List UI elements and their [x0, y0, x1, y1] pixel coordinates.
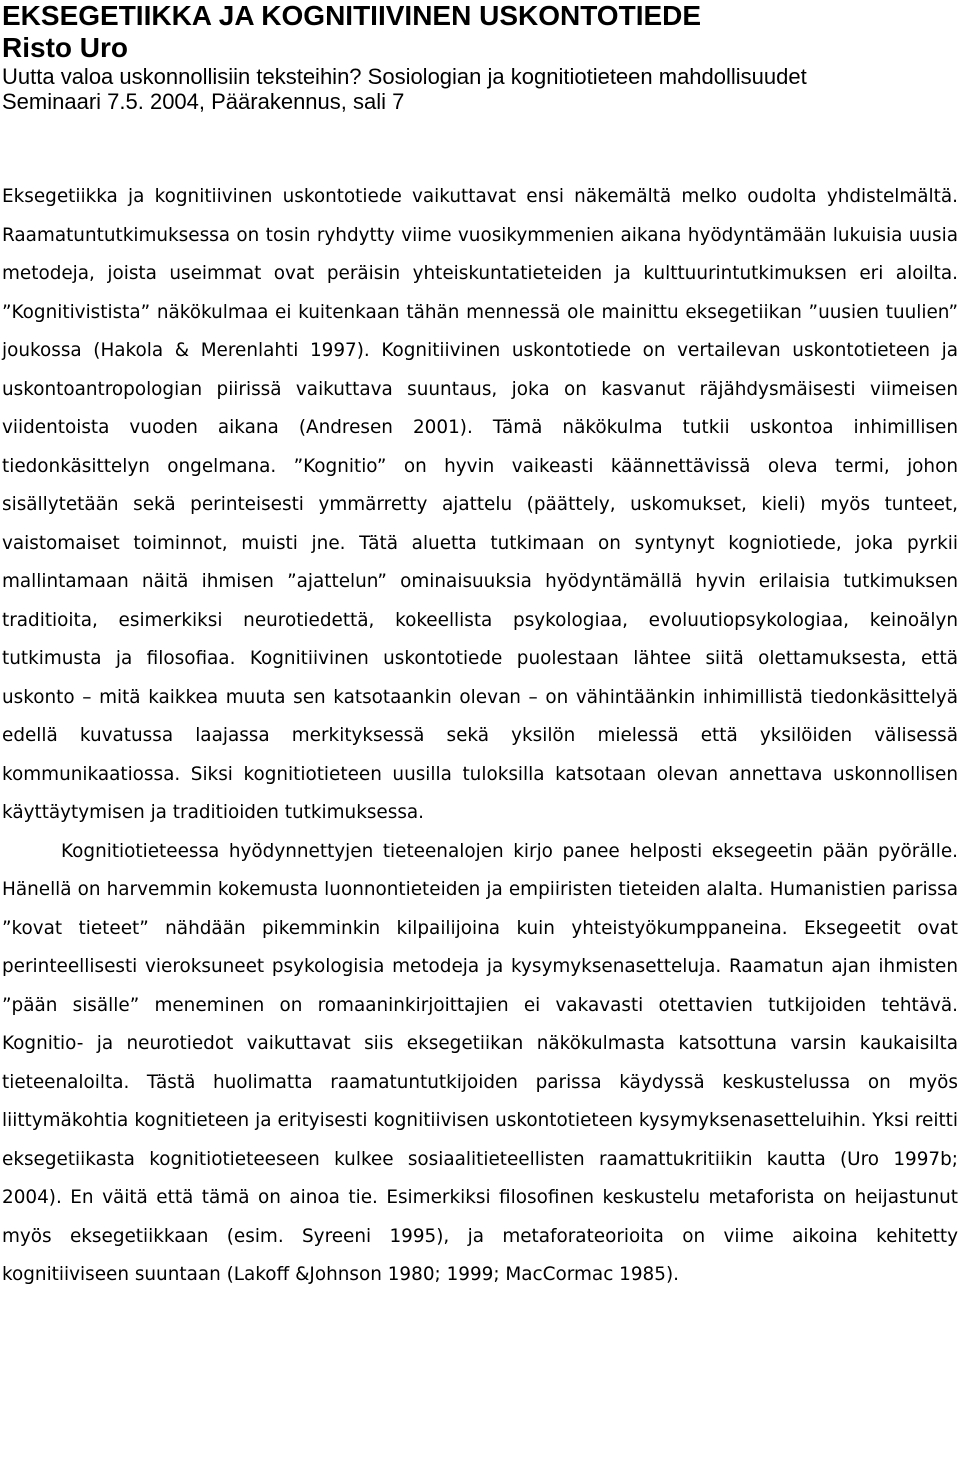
- seminar-subtitle: Uutta valoa uskonnollisiin teksteihin? Sosiologian ja kognitiotieteen mahdollisuudet: [2, 64, 807, 89]
- seminar-date-location: Seminaari 7.5. 2004, Päärakennus, sali 7: [2, 89, 405, 114]
- author-name: Risto Uro: [2, 32, 128, 63]
- body-paragraph-1: Eksegetiikka ja kognitiivinen uskontotiede vaikuttavat ensi näkemältä melko oudolta yhdistelmältä. Raamatuntutkimuksessa on tosin ryhdytty viime vuosikymmenien aikana hyödyntämään lukuisia uusia metodeja, joista useimmat ovat peräisin yhteiskuntatieteiden ja kulttuurintutkimuksen eri aloilta. ”Kognitivistista” näkökulmaa ei kuitenkaan tähän mennessä ole mainittu eksegetiikan ”uusien tuulien” joukossa (Hakola & Merenlahti 1997). Kognitiivinen uskontotiede on vertailevan uskontotieteen ja uskontoantropologian piirissä vaikuttava suuntaus, joka on kasvanut räjähdysmäisesti viimeisen viidentoista vuoden aikana (Andresen 2001). Tämä näkökulma tutkii uskontoa inhimillisen tiedonkäsittelyn ongelmana. ”Kognitio” on hyvin vaikeasti käännettävissä oleva termi, johon sisällytetään sekä perinteisesti ymmärretty ajattelu (päättely, uskomukset, kieli) myös tunteet, vaistomaiset toiminnot, muisti jne. Tätä aluetta tutkimaan on syntynyt kogniotiede, joka pyrkii mallintamaan näitä ihmisen ”ajattelun” ominaisuuksia hyödyntämällä hyvin erilaisia tutkimuksen traditioita, esimerkiksi neurotiedettä, kokeellista psykologiaa, evoluutiopsykologiaa, keinoälyn tutkimusta ja filosofiaa. Kognitiivinen uskontotiede puolestaan lähtee siitä olettamuksesta, että uskonto – mitä kaikkea muuta sen katsotaankin olevan – on vähintäänkin inhimillistä tiedonkäsittelyä edellä kuvatussa laajassa merkityksessä sekä yksilön mielessä että yksilöiden välisessä kommunikaatiossa. Siksi kognitiotieteen uusilla tuloksilla katsotaan olevan annettava uskonnollisen käyttäytymisen ja traditioiden tutkimuksessa.: [2, 186, 958, 823]
- document-title: EKSEGETIIKKA JA KOGNITIIVINEN USKONTOTIEDE: [2, 0, 702, 31]
- body-paragraph-2: Kognitiotieteessa hyödynnettyjen tieteenalojen kirjo panee helposti eksegeetin pään pyörälle. Hänellä on harvemmin kokemusta luonnontieteiden ja empiiristen tieteiden alalta. Humanistien parissa ”kovat tieteet” nähdään pikemminkin kilpailijoina kuin yhteistyökumppaneina. Eksegeetit ovat perinteellisesti vieroksuneet psykologisia metodeja ja kysymyksenasetteluja. Raamatun ajan ihmisten ”pään sisälle” meneminen on romaaninkirjoittajien ei vakavasti otettavien tutkijoiden tehtävä. Kognitio- ja neurotiedot vaikuttavat siis eksegetiikan näkökulmasta katsottuna varsin kaukaisilta tieteenaloilta. Tästä huolimatta raamatuntutkijoiden parissa käydyssä keskustelussa on myös liittymäkohtia kognitieteen ja erityisesti kognitiivisen uskontotieteen kysymyksenasetteluihin. Yksi reitti eksegetiikasta kognitiotieteeseen kulkee sosiaalitieteellisten raamattukritiikin kautta (Uro 1997b; 2004). En väitä että tämä on ainoa tie. Esimerkiksi filosofinen keskustelu metaforista on heijastunut myös eksegetiikkaan (esim. Syreeni 1995), ja metaforateorioita on viime aikoina kehitetty kognitiiviseen suuntaan (Lakoff &Johnson 1980; 1999; MacCormac 1985).: [2, 840, 958, 1285]
- page-content: [2, 0, 958, 1295]
